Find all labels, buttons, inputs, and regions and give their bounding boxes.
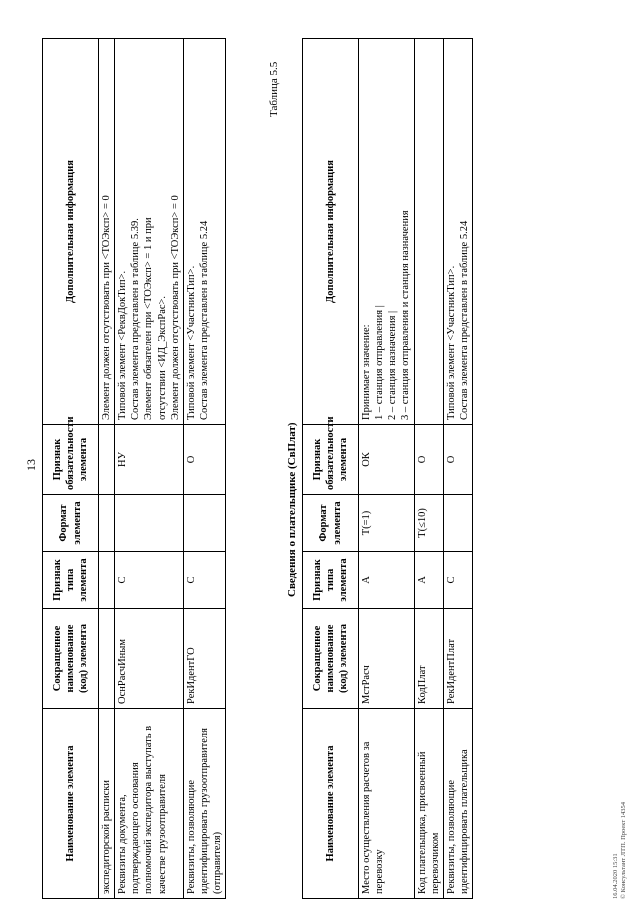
cell-required: О — [183, 425, 225, 495]
header-name: Наименование элемента — [43, 709, 99, 899]
info-line: 3 – станция отправления и станция назначения — [400, 210, 412, 420]
cell-required: ОК — [359, 425, 415, 495]
table-row — [443, 39, 472, 899]
info-line: Состав элемента представлен в таблице 5.24 — [458, 220, 470, 420]
info-line: Типовой элемент <УчастникТип>. — [445, 265, 457, 420]
cell-name: экспедиторской расписки — [99, 709, 115, 899]
info-line: 1 – станция отправления | — [374, 305, 386, 420]
cell-info — [99, 39, 115, 425]
header-code: Сокращенное наименование (код) элемента — [303, 609, 359, 709]
table-label: Таблица 5.5 — [268, 61, 280, 117]
cell-name: Реквизиты, позволяющие идентифицировать плательщика — [443, 709, 472, 899]
cell-name: Место осуществления расчетов за перевозку — [359, 709, 415, 899]
cell-name: Реквизиты документа, подтверждающего основания полномочий экспедитора выступать в качестве грузоотправителя — [115, 709, 184, 899]
cell-format: T(=1) — [359, 495, 415, 552]
cell-required: НУ — [115, 425, 184, 495]
info-line: Принимает значение: — [361, 324, 372, 420]
cell-format — [115, 495, 184, 552]
cell-type: С — [183, 552, 225, 609]
header-name: Наименование элемента — [303, 709, 359, 899]
cell-code: МстРасч — [359, 609, 415, 709]
footer-stamp — [612, 802, 628, 899]
info-line: Состав элемента представлен в таблице 5.24 — [198, 220, 210, 420]
cell-info — [443, 39, 472, 425]
info-line: Состав элемента представлен в таблице 5.39. — [130, 218, 142, 420]
info-line: отсутствии <ИД_ЭкспРас>. — [156, 295, 168, 420]
header-required: Признак обязательности элемента — [43, 425, 99, 495]
cell-format — [443, 495, 472, 552]
header-format: Формат элемента — [303, 495, 359, 552]
header-code: Сокращенное наименование (код) элемента — [43, 609, 99, 709]
cell-info — [183, 39, 225, 425]
cell-code: РекИдентГО — [183, 609, 225, 709]
header-required: Признак обязательности элемента — [303, 425, 359, 495]
cell-type: С — [115, 552, 184, 609]
info-line: Элемент должен отсутствовать при <ТОЭксп> = 0 — [101, 195, 112, 420]
table-row — [359, 39, 415, 899]
cell-type — [99, 552, 115, 609]
cell-code — [99, 609, 115, 709]
cell-code: РекИдентПлат — [443, 609, 472, 709]
table-row — [99, 39, 115, 899]
cell-name: Реквизиты, позволяющие идентифицировать грузоотправителя (отправителя) — [183, 709, 225, 899]
stamp-line-2: © Консультант ЛТП. Проект 14354 — [620, 801, 628, 899]
table-row — [183, 39, 225, 899]
header-format: Формат элемента — [43, 495, 99, 552]
cell-required — [99, 425, 115, 495]
cell-name: Код плательщика, присвоенный перевозчиком — [414, 709, 443, 899]
stamp-line-1: 16.04.2020 15:31 — [612, 853, 619, 899]
table-row — [115, 39, 184, 899]
table-continued — [42, 38, 226, 899]
cell-info — [359, 39, 415, 425]
cell-code: ОснРасчИным — [115, 609, 184, 709]
cell-format — [99, 495, 115, 552]
header-info: Дополнительная информация — [303, 39, 359, 425]
cell-format — [183, 495, 225, 552]
table-row — [414, 39, 443, 899]
header-type: Признак типа элемента — [43, 552, 99, 609]
table-payer-info — [302, 38, 473, 899]
cell-format: T(≤10) — [414, 495, 443, 552]
page-number: 13 — [24, 459, 38, 471]
cell-info — [414, 39, 443, 425]
cell-required: О — [414, 425, 443, 495]
cell-info — [115, 39, 184, 425]
header-info: Дополнительная информация — [43, 39, 99, 425]
cell-required: О — [443, 425, 472, 495]
info-line: 2 – станция назначения | — [387, 310, 399, 420]
cell-type: С — [443, 552, 472, 609]
info-line: Элемент должен отсутствовать при <ТОЭксп> = 0 — [169, 195, 181, 420]
section-title: Сведения о плательщике (СвПлат) — [286, 422, 298, 597]
cell-code: КодПлат — [414, 609, 443, 709]
cell-type: А — [414, 552, 443, 609]
header-type: Признак типа элемента — [303, 552, 359, 609]
info-line: Элемент обязателен при <ТОЭксп> = 1 и при — [143, 217, 155, 420]
info-line: Типовой элемент <УчастникТип>. — [185, 265, 197, 420]
info-line: Типовой элемент <РеквДокТип>. — [117, 270, 129, 420]
cell-type: А — [359, 552, 415, 609]
